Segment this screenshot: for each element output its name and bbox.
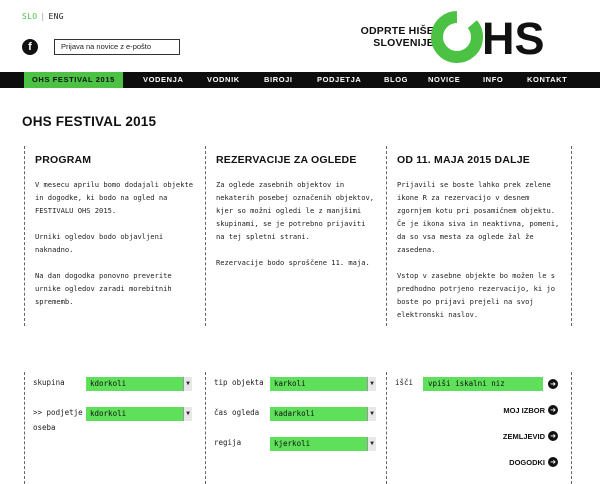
main-nav: [0, 72, 600, 88]
column-paragraph: Prijavili se boste lahko prek zelene ikone R za rezervacijo v desnem zgornjem kotu pri posamičnem objektu. Če je ikona siva in neaktivna, pomeni, da so vsa mesta za oglede žal že zasedena.: [397, 180, 560, 254]
lang-separator: |: [40, 12, 46, 21]
nav-blog[interactable]: BLOG: [384, 75, 409, 84]
lang-eng[interactable]: ENG: [48, 12, 64, 21]
skupina-select-value: kdorkoli: [90, 379, 127, 388]
nav-kontakt[interactable]: KONTAKT: [527, 75, 568, 84]
column-paragraph: Na dan dogodka ponovno preverite urnike ogledov zaradi morebitnih sprememb.: [35, 271, 172, 306]
brand-line-2: SLOVENIJE: [373, 37, 434, 49]
nav-podjetja[interactable]: PODJETJA: [317, 75, 362, 84]
arrow-right-icon[interactable]: ➜: [548, 379, 558, 389]
info-column-rezervacije: [205, 146, 386, 326]
nav-vodenja[interactable]: VODENJA: [143, 75, 184, 84]
column-paragraph: Rezervacije bodo sproščene 11. maja.: [216, 258, 370, 267]
arrow-right-icon[interactable]: ➜: [548, 405, 558, 415]
column-heading: OD 11. MAJA 2015 DALJE: [397, 154, 530, 166]
nav-vodnik[interactable]: VODNIK: [207, 75, 240, 84]
podjetje-label: >> podjetje: [33, 408, 83, 417]
cas-ogleda-select[interactable]: [270, 407, 376, 421]
zemljevid-link[interactable]: ZEMLJEVID: [502, 432, 545, 441]
nav-ohs-festival[interactable]: OHS FESTIVAL 2015: [24, 72, 123, 88]
column-heading: REZERVACIJE ZA OGLEDE: [216, 154, 357, 166]
brand-name: [342, 25, 434, 49]
skupina-select[interactable]: [86, 377, 192, 391]
info-column-od-11-maja: [386, 146, 572, 326]
filter-column-1: [24, 372, 205, 484]
filter-column-2: [205, 372, 386, 484]
facebook-icon[interactable]: f: [22, 39, 38, 55]
cas-ogleda-label: čas ogleda: [214, 408, 260, 417]
column-paragraph: Urniki ogledov bodo objavljeni naknadno.: [35, 232, 164, 254]
chevron-down-icon[interactable]: ▼: [183, 407, 192, 421]
page-title: OHS FESTIVAL 2015: [22, 114, 157, 129]
newsletter-signup-button[interactable]: Prijava na novice z e-pošto: [54, 39, 180, 55]
column-heading: PROGRAM: [35, 154, 92, 166]
lang-slo[interactable]: SLO: [22, 12, 38, 21]
podjetje-select[interactable]: [86, 407, 192, 421]
tip-objekta-label: tip objekta: [214, 378, 264, 387]
regija-select[interactable]: [270, 437, 376, 451]
chevron-down-icon[interactable]: ▼: [367, 377, 376, 391]
tip-objekta-select[interactable]: [270, 377, 376, 391]
chevron-down-icon[interactable]: ▼: [367, 407, 376, 421]
logo-ring: [430, 10, 485, 64]
chevron-down-icon[interactable]: ▼: [367, 437, 376, 451]
chevron-down-icon[interactable]: ▼: [183, 377, 192, 391]
moj-izbor-link[interactable]: MOJ IZBOR: [503, 406, 545, 415]
column-paragraph: Za oglede zasebnih objektov in nekaterih posebej označenih objektov, kjer so možni ogledi le z manjšimi skupinami, se je potrebno prijaviti na tej spletni strani.: [216, 180, 375, 241]
tip-objekta-select-value: karkoli: [274, 379, 306, 388]
skupina-label: skupina: [33, 378, 65, 387]
cas-ogleda-select-value: kadarkoli: [274, 409, 315, 418]
nav-novice[interactable]: NOVICE: [428, 75, 461, 84]
regija-label: regija: [214, 438, 242, 447]
nav-info[interactable]: INFO: [483, 75, 504, 84]
info-column-program: [24, 146, 205, 326]
logo-letters: HS: [482, 13, 545, 64]
dogodki-link[interactable]: DOGODKI: [509, 458, 545, 467]
column-paragraph: V mesecu aprilu bomo dodajali objekte in dogodke, ki bodo na ogled na FESTIVALU OHS 2015.: [35, 180, 194, 215]
nav-biroji[interactable]: BIROJI: [264, 75, 293, 84]
language-switcher: [22, 12, 64, 21]
brand-line-1: ODPRTE HIŠE: [360, 25, 434, 37]
isci-label: išči: [395, 378, 414, 387]
ohs-logo[interactable]: [430, 10, 570, 64]
arrow-right-icon[interactable]: ➜: [548, 431, 558, 441]
podjetje-select-value: kdorkoli: [90, 409, 127, 418]
oseba-label: oseba: [33, 423, 56, 432]
arrow-right-icon[interactable]: ➜: [548, 457, 558, 467]
column-paragraph: Vstop v zasebne objekte bo možen le s predhodno potrjeno rezervacijo, ki jo boste po prijavi prejeli na svoj elektronski naslov.: [397, 271, 556, 319]
search-input[interactable]: vpiši iskalni niz: [423, 377, 543, 391]
filter-column-3: [386, 372, 572, 484]
regija-select-value: kjerkoli: [274, 439, 311, 448]
